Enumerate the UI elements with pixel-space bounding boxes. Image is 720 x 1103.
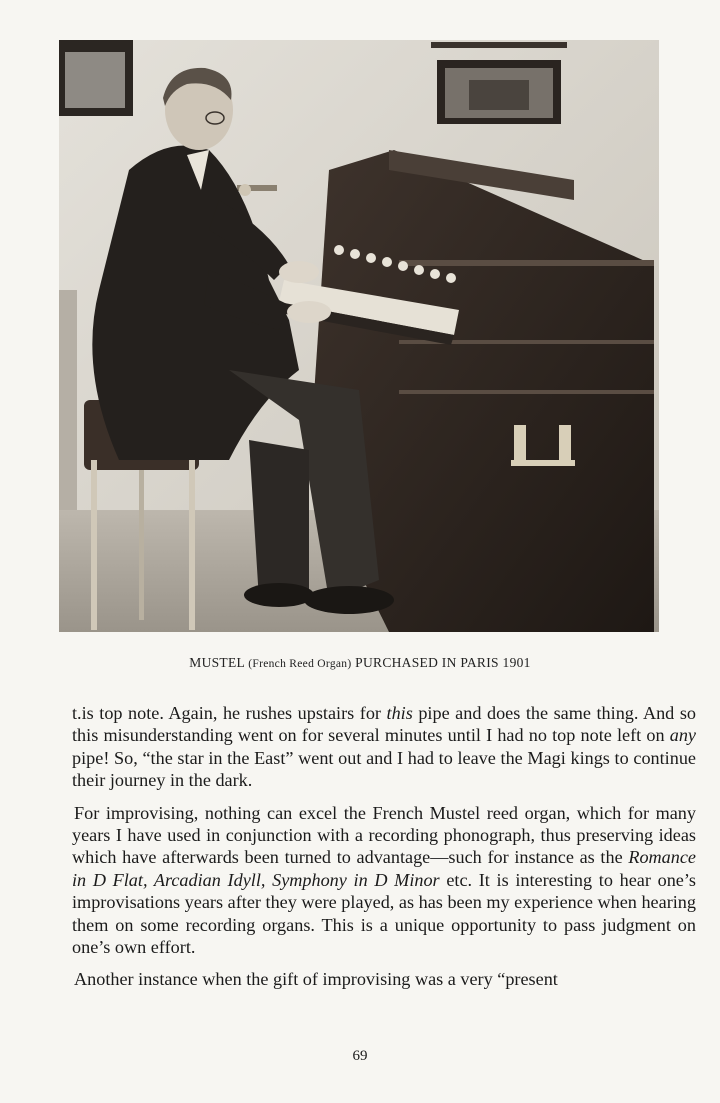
italic-run: any <box>669 725 696 746</box>
caption-purchase-note: PURCHASED IN PARIS 1901 <box>355 655 531 670</box>
figure-caption <box>0 655 720 671</box>
italic-run: this <box>386 703 413 723</box>
body-text <box>72 702 696 1001</box>
text-run: pipe and does the same thing. And so this misunderstanding went on for several minutes until I had no top note left on <box>72 703 696 746</box>
italic-run: Romance in D Flat, Arcadian Idyll, Symphony in D Minor <box>72 847 696 890</box>
page-number: 69 <box>352 1048 368 1064</box>
paragraph-1 <box>72 702 696 792</box>
text-run: pipe! So, “the star in the East” went out and I had to leave the Magi kings to continue their journey in the dark. <box>72 747 696 791</box>
caption-subtitle: (French Reed Organ) <box>248 658 352 670</box>
organ-photograph <box>59 40 659 632</box>
text-run: t.is top note. Again, he rushes upstairs for <box>72 703 387 723</box>
photo-illustration <box>59 40 659 632</box>
text-run: For improvising, nothing can excel the French Mustel reed organ, which for many years I have used in conjunction with a recording phonograph, thus preserving ideas which have afterwards been turned to advantage—such for instance as the <box>72 802 696 868</box>
paragraph-3 <box>72 968 696 990</box>
paragraph-2 <box>72 802 696 959</box>
text-run: Another instance when the gift of improvising was a very “present <box>74 969 558 990</box>
text-run: etc. It is interesting to hear one’s improvisations years after they were played, as has been my experience when hearing them on some recording organs. This is a unique opportunity to pass judgment on one’s own effort. <box>72 869 696 958</box>
caption-title: MUSTEL <box>189 655 245 670</box>
